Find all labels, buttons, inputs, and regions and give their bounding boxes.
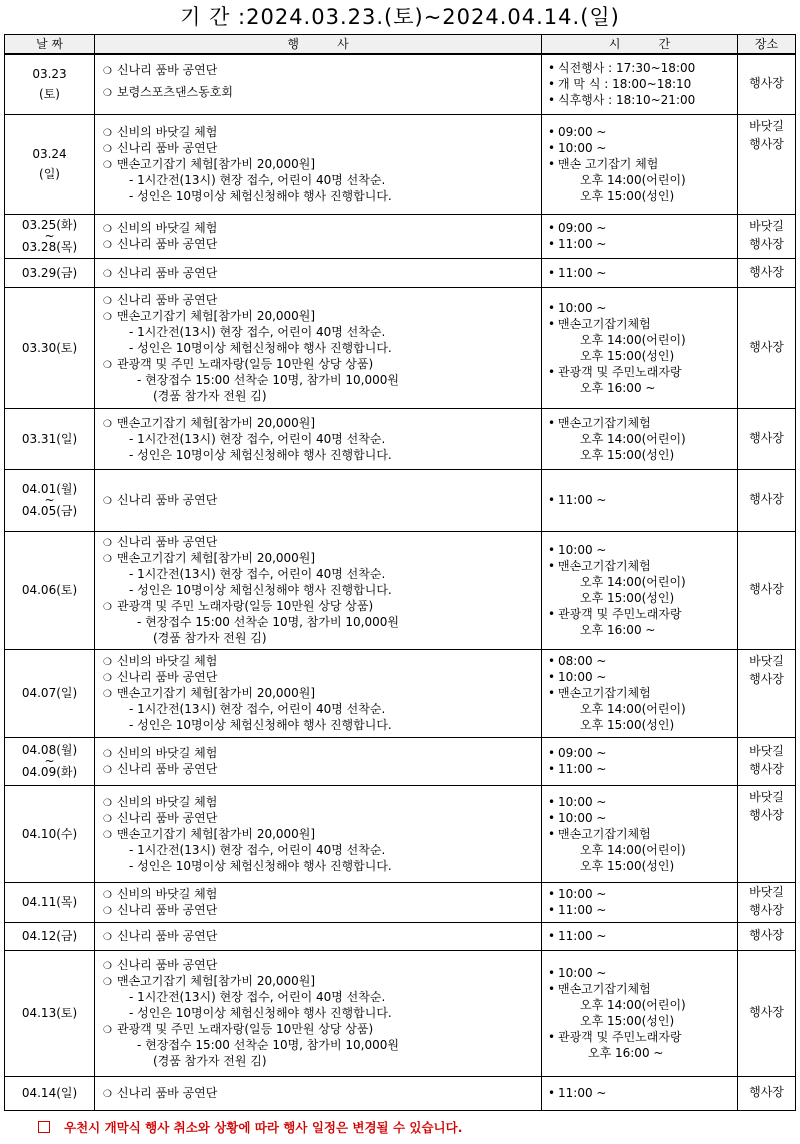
event-detail: - 1시간전(13시) 현장 접수, 어린이 40명 선착순.: [129, 567, 386, 581]
date-line: 04.01(월): [21, 482, 78, 496]
time-cell: [542, 950, 738, 1076]
time-item: 오후 14:00(어린이): [580, 998, 686, 1012]
date-line: 03.25(화): [21, 218, 78, 232]
place-item: 행사장: [749, 903, 784, 917]
date-line: 03.24: [32, 147, 67, 161]
place-item: 행사장: [749, 492, 784, 506]
time-item: • 맨손고기잡기체험: [548, 415, 733, 431]
table-row: [5, 54, 796, 114]
notice-text: 우천시 개막식 행사 취소와 상황에 따라 행사 일정은 변경될 수 있습니다.: [64, 1120, 463, 1135]
date-cell: [5, 882, 95, 922]
time-item: • 맨손고기잡기체험: [548, 316, 733, 332]
header-date: 날 짜: [5, 35, 95, 55]
time-cell: [542, 408, 738, 469]
time-item: • 맨손고기잡기체험: [548, 558, 733, 574]
date-line: 03.23: [32, 67, 67, 82]
date-line: 04.12(금): [21, 929, 78, 943]
event-item: ❍ 맨손고기잡기 체험[참가비 20,000원]: [103, 826, 537, 842]
event-detail: - 성인은 10명이상 체험신청해야 행사 진행합니다.: [129, 340, 392, 355]
place-item: 행사장: [749, 76, 784, 91]
event-detail: - 현장접수 15:00 선착순 10명, 참가비 10,000원: [137, 615, 399, 629]
time-cell: [542, 287, 738, 408]
date-cell: [5, 114, 95, 214]
place-item: 행사장: [749, 430, 784, 445]
event-item: ❍ 신나리 품바 공연단: [103, 902, 537, 918]
time-item: 오후 16:00 ~: [580, 380, 656, 395]
time-item: • 11:00 ~: [548, 928, 733, 944]
event-detail: - 성인은 10명이상 체험신청해야 행사 진행합니다.: [129, 447, 392, 462]
place-cell: [738, 922, 796, 950]
date-cell: [5, 1076, 95, 1110]
date-line: 04.11(목): [21, 895, 78, 909]
date-cell: [5, 922, 95, 950]
place-item: 바닷길: [749, 789, 784, 804]
event-item: ❍ 신비의 바닷길 체험: [103, 653, 537, 669]
event-cell: [95, 258, 542, 287]
date-line: ~: [44, 754, 55, 768]
date-line: 04.06(토): [21, 583, 78, 597]
place-cell: [738, 54, 796, 114]
place-cell: [738, 114, 796, 214]
place-item: 행사장: [749, 671, 784, 686]
place-cell: [738, 258, 796, 287]
time-item: • 09:00 ~: [548, 124, 733, 140]
event-cell: [95, 287, 542, 408]
time-item: • 맨손고기잡기체험: [548, 981, 733, 997]
time-item: • 10:00 ~: [548, 140, 733, 156]
time-item: 오후 15:00(성인): [580, 591, 675, 605]
place-cell: [738, 737, 796, 785]
place-item: 바닷길: [749, 744, 784, 758]
date-cell: [5, 649, 95, 737]
event-item: ❍ 신비의 바닷길 체험: [103, 745, 537, 761]
event-detail: - 현장접수 15:00 선착순 10명, 참가비 10,000원: [137, 1038, 399, 1052]
event-item: ❍ 신나리 품바 공연단: [103, 810, 537, 826]
place-cell: [738, 531, 796, 649]
table-row: [5, 408, 796, 469]
time-item: • 11:00 ~: [548, 761, 733, 777]
event-item: ❍ 관광객 및 주민 노래자랑(일등 10만원 상당 상품): [103, 356, 537, 372]
time-item: • 11:00 ~: [548, 236, 733, 252]
time-item: 오후 14:00(어린이): [580, 332, 686, 347]
date-cell: [5, 214, 95, 258]
event-detail: - 성인은 10명이상 체험신청해야 행사 진행합니다.: [129, 1006, 392, 1020]
table-header-row: [5, 35, 796, 55]
event-item: ❍ 신비의 바닷길 체험: [103, 886, 537, 902]
event-item: ❍ 신나리 품바 공연단: [103, 1085, 537, 1101]
place-item: 행사장: [749, 807, 784, 822]
place-cell: [738, 649, 796, 737]
place-item: 바닷길: [749, 118, 784, 133]
place-item: 바닷길: [749, 885, 784, 899]
table-row: [5, 214, 796, 258]
table-row: [5, 922, 796, 950]
date-line: 04.14(일): [21, 1086, 78, 1100]
time-cell: [542, 922, 738, 950]
event-detail: - 1시간전(13시) 현장 접수, 어린이 40명 선착순.: [129, 431, 386, 446]
date-cell: [5, 287, 95, 408]
event-cell: [95, 649, 542, 737]
place-item: 행사장: [749, 339, 784, 354]
event-detail: (경품 참가자 전원 김): [153, 631, 267, 645]
event-detail: - 1시간전(13시) 현장 접수, 어린이 40명 선착순.: [129, 702, 386, 716]
event-item: ❍ 맨손고기잡기 체험[참가비 20,000원]: [103, 156, 537, 172]
time-item: • 11:00 ~: [548, 902, 733, 918]
place-item: 행사장: [749, 136, 784, 151]
time-cell: [542, 114, 738, 214]
event-item: ❍ 신나리 품바 공연단: [103, 761, 537, 777]
event-item: ❍ 신나리 품바 공연단: [103, 265, 537, 281]
event-cell: [95, 882, 542, 922]
time-item: • 10:00 ~: [548, 669, 733, 685]
event-item: ❍ 신나리 품바 공연단: [103, 292, 537, 308]
event-detail: - 성인은 10명이상 체험신청해야 행사 진행합니다.: [129, 189, 392, 203]
date-line: ~: [44, 229, 55, 243]
place-cell: [738, 882, 796, 922]
place-cell: [738, 408, 796, 469]
event-cell: [95, 1076, 542, 1110]
place-cell: [738, 1076, 796, 1110]
time-cell: [542, 258, 738, 287]
checkbox-square-icon: [38, 1121, 50, 1133]
time-cell: [542, 531, 738, 649]
event-item: ❍ 신비의 바닷길 체험: [103, 794, 537, 810]
event-item: ❍ 신나리 품바 공연단: [103, 957, 537, 973]
time-item: • 10:00 ~: [548, 300, 733, 316]
time-item: • 11:00 ~: [548, 1085, 733, 1101]
event-item: ❍ 맨손고기잡기 체험[참가비 20,000원]: [103, 685, 537, 701]
event-item: ❍ 신나리 품바 공연단: [103, 62, 537, 84]
time-item: • 맨손 고기잡기 체험: [548, 156, 733, 172]
time-item: 오후 15:00(성인): [580, 1014, 675, 1028]
event-cell: [95, 54, 542, 114]
time-item: 오후 14:00(어린이): [580, 575, 686, 589]
time-item: 오후 14:00(어린이): [580, 431, 686, 446]
header-place: 장소: [738, 35, 796, 55]
event-item: ❍ 관광객 및 주민 노래자랑(일등 10만원 상당 상품): [103, 598, 537, 614]
event-item: ❍ 신나리 품바 공연단: [103, 236, 537, 252]
event-detail: - 현장접수 15:00 선착순 10명, 참가비 10,000원: [137, 372, 399, 387]
time-item: • 10:00 ~: [548, 965, 733, 981]
event-detail: (경품 참가자 전원 김): [153, 1054, 267, 1068]
schedule-table: [4, 34, 796, 1111]
page-title: 기 간 :2024.03.23.(토)~2024.04.14.(일): [180, 5, 620, 29]
event-detail: - 1시간전(13시) 현장 접수, 어린이 40명 선착순.: [129, 842, 386, 857]
time-item: • 10:00 ~: [548, 794, 733, 810]
table-row: [5, 950, 796, 1076]
time-item: • 개 막 식 : 18:00~18:10: [548, 76, 733, 92]
time-item: 오후 15:00(성인): [580, 348, 675, 363]
event-item: ❍ 신나리 품바 공연단: [103, 669, 537, 685]
date-cell: [5, 258, 95, 287]
table-row: [5, 258, 796, 287]
date-line: 04.13(토): [21, 1006, 78, 1020]
event-cell: [95, 737, 542, 785]
event-item: ❍ 보령스포츠댄스동호회: [103, 84, 537, 106]
event-detail: - 성인은 10명이상 체험신청해야 행사 진행합니다.: [129, 858, 392, 873]
date-line: 03.30(토): [21, 340, 78, 355]
table-row: [5, 649, 796, 737]
time-item: 오후 14:00(어린이): [580, 842, 686, 857]
time-item: • 관광객 및 주민노래자랑: [548, 364, 733, 380]
place-item: 행사장: [749, 237, 784, 251]
event-item: ❍ 관광객 및 주민 노래자랑(일등 10만원 상당 상품): [103, 1021, 537, 1037]
place-cell: [738, 785, 796, 882]
event-item: ❍ 맨손고기잡기 체험[참가비 20,000원]: [103, 973, 537, 989]
event-cell: [95, 214, 542, 258]
date-line: 03.28(목): [21, 240, 78, 254]
table-row: [5, 114, 796, 214]
time-cell: [542, 1076, 738, 1110]
place-item: 행사장: [749, 762, 784, 776]
date-line: 04.10(수): [21, 826, 78, 841]
time-cell: [542, 649, 738, 737]
date-cell: [5, 785, 95, 882]
place-item: 바닷길: [749, 219, 784, 233]
event-item: ❍ 신나리 품바 공연단: [103, 534, 537, 550]
time-item: • 맨손고기잡기체험: [548, 685, 733, 701]
date-line: (일): [39, 167, 60, 181]
time-item: 오후 15:00(성인): [580, 447, 675, 462]
time-cell: [542, 882, 738, 922]
time-item: • 09:00 ~: [548, 220, 733, 236]
event-item: ❍ 맨손고기잡기 체험[참가비 20,000원]: [103, 415, 537, 431]
place-item: 행사장: [749, 1085, 784, 1099]
event-detail: - 성인은 10명이상 체험신청해야 행사 진행합니다.: [129, 718, 392, 732]
date-line: (토): [39, 87, 60, 102]
time-item: • 관광객 및 주민노래자랑: [548, 1029, 733, 1045]
date-line: 03.31(일): [21, 431, 78, 446]
event-item: ❍ 신비의 바닷길 체험: [103, 124, 537, 140]
time-cell: [542, 737, 738, 785]
time-cell: [542, 54, 738, 114]
event-item: ❍ 맨손고기잡기 체험[참가비 20,000원]: [103, 308, 537, 324]
event-detail: - 1시간전(13시) 현장 접수, 어린이 40명 선착순.: [129, 324, 386, 339]
date-line: 04.05(금): [21, 504, 78, 518]
table-row: [5, 785, 796, 882]
table-row: [5, 287, 796, 408]
event-detail: (경품 참가자 전원 김): [153, 388, 267, 403]
time-item: 오후 15:00(성인): [580, 189, 675, 203]
event-item: ❍ 신나리 품바 공연단: [103, 492, 537, 508]
place-cell: [738, 214, 796, 258]
place-item: 행사장: [749, 1005, 784, 1019]
time-item: 오후 14:00(어린이): [580, 173, 686, 187]
time-item: • 10:00 ~: [548, 886, 733, 902]
time-cell: [542, 214, 738, 258]
time-item: • 식후행사 : 18:10~21:00: [548, 92, 733, 108]
event-cell: [95, 408, 542, 469]
time-item: 오후 15:00(성인): [580, 858, 675, 873]
event-item: ❍ 신나리 품바 공연단: [103, 928, 537, 944]
time-item: • 09:00 ~: [548, 745, 733, 761]
time-item: 오후 16:00 ~: [580, 623, 656, 637]
time-item: • 관광객 및 주민노래자랑: [548, 606, 733, 622]
place-cell: [738, 950, 796, 1076]
time-item: • 맨손고기잡기체험: [548, 826, 733, 842]
date-line: 03.29(금): [21, 265, 78, 280]
header-event: 행 사: [95, 35, 542, 55]
time-item: • 10:00 ~: [548, 810, 733, 826]
event-cell: [95, 785, 542, 882]
table-row: [5, 737, 796, 785]
date-cell: [5, 737, 95, 785]
schedule-body: [5, 54, 796, 1110]
notice: [38, 1118, 462, 1136]
event-cell: [95, 922, 542, 950]
time-cell: [542, 785, 738, 882]
date-cell: [5, 469, 95, 531]
event-cell: [95, 469, 542, 531]
date-line: 04.07(일): [21, 686, 78, 700]
table-row: [5, 469, 796, 531]
time-item: • 식전행사 : 17:30~18:00: [548, 60, 733, 76]
event-cell: [95, 531, 542, 649]
date-line: 04.08(월): [21, 743, 78, 757]
time-item: 오후 16:00 ~: [588, 1046, 664, 1060]
event-detail: - 1시간전(13시) 현장 접수, 어린이 40명 선착순.: [129, 173, 386, 187]
table-row: [5, 1076, 796, 1110]
time-item: • 11:00 ~: [548, 492, 733, 508]
place-item: 행사장: [749, 928, 784, 942]
event-detail: - 1시간전(13시) 현장 접수, 어린이 40명 선착순.: [129, 990, 386, 1004]
place-cell: [738, 469, 796, 531]
event-item: ❍ 신나리 품바 공연단: [103, 140, 537, 156]
place-item: 바닷길: [749, 653, 784, 668]
place-cell: [738, 287, 796, 408]
date-cell: [5, 950, 95, 1076]
date-cell: [5, 531, 95, 649]
event-cell: [95, 950, 542, 1076]
time-item: 오후 14:00(어린이): [580, 702, 686, 716]
table-row: [5, 882, 796, 922]
date-line: 04.09(화): [21, 765, 78, 779]
date-line: ~: [44, 493, 55, 507]
time-item: • 10:00 ~: [548, 542, 733, 558]
event-item: ❍ 신비의 바닷길 체험: [103, 220, 537, 236]
date-cell: [5, 408, 95, 469]
date-cell: [5, 54, 95, 114]
event-cell: [95, 114, 542, 214]
time-cell: [542, 469, 738, 531]
place-item: 행사장: [749, 264, 784, 279]
header-time: 시 간: [542, 35, 738, 55]
time-item: • 11:00 ~: [548, 265, 733, 281]
time-item: 오후 15:00(성인): [580, 718, 675, 732]
table-row: [5, 531, 796, 649]
time-item: • 08:00 ~: [548, 653, 733, 669]
event-item: ❍ 맨손고기잡기 체험[참가비 20,000원]: [103, 550, 537, 566]
place-item: 행사장: [749, 582, 784, 596]
event-detail: - 성인은 10명이상 체험신청해야 행사 진행합니다.: [129, 583, 392, 597]
